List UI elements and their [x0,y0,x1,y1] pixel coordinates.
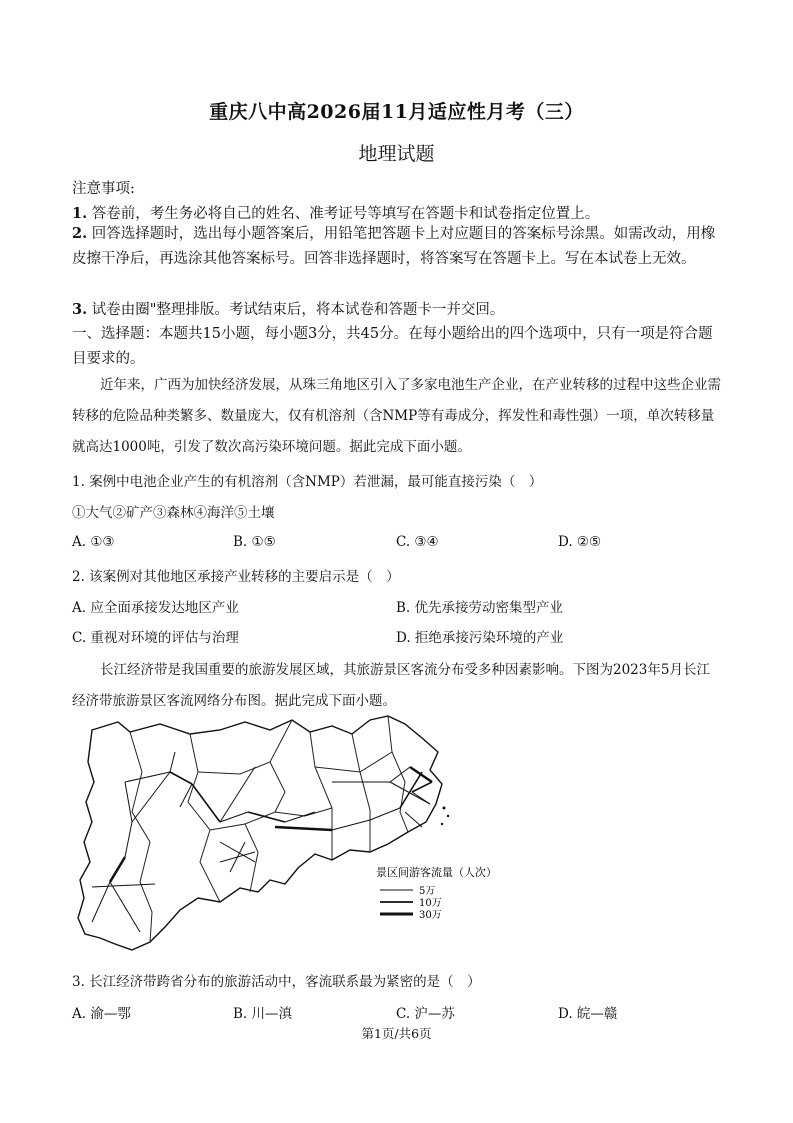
flow-network [92,752,432,932]
island [447,815,449,817]
page-footer: 第1页/共6页 [361,1026,432,1041]
province-border [130,732,152,942]
question-3-stem: 3. 长江经济带跨省分布的旅游活动中，客流联系最为紧密的是（ ） [72,974,481,990]
note-item-1 [72,202,599,223]
map-legend [376,865,497,921]
passage-1: 近年来，广西为加快经济发展，从珠三角地区引入了多家电池生产企业，在产业转移的过程中这些企业需转移的危险品种类繁多、数量庞大，仅有机溶剂（含NMP等有毒成分，挥发性和毒性强）一项，单次转移量就高达1000吨，引发了数次高污染环境问题。据此完成下面小题。 [72,377,721,455]
question-3-option-b: B. 川—滇 [233,1006,293,1022]
province-border [315,752,392,772]
note-item-3 [72,298,504,319]
question-1-option-b: B. ①⑤ [233,534,276,550]
question-1-option-d: D. ②⑤ [558,534,602,550]
tourism-flow-map [70,712,510,962]
question-1-option-a: A. ①③ [72,534,115,550]
question-3-option-d: D. 皖—赣 [558,1006,618,1022]
question-3-option-c: C. 沪—苏 [396,1006,455,1022]
province-border [270,762,285,812]
note-text: 回答选择题时，选出每小题答案后，用铅笔把答题卡上对应题目的答案标号涂黑。如需改动，用橡皮擦干净后，再选涂其他答案标号。回答非选择题时，将答案写在答题卡上。写在本试卷上无效。 [72,226,716,267]
province-border [388,716,408,832]
note-text: 答卷前，考生务必将自己的姓名、准考证号等填写在答题卡和试卷指定位置上。 [91,206,600,222]
province-border [245,824,258,892]
note-text: 试卷由圈"整理排版。考试结束后，将本试卷和答题卡一并交回。 [91,302,505,318]
province-border [352,734,370,852]
island [441,823,443,825]
legend-label: 30万 [419,910,442,921]
province-border [198,720,292,774]
province-border [188,734,220,902]
question-1-stem: 1. 案例中电池企业产生的有机溶剂（含NMP）若泄漏，最可能直接污染（ ） [72,474,543,490]
question-1-items: ①大气②矿产③森林④海洋⑤土壤 [72,505,275,521]
question-2-stem: 2. 该案例对其他地区承接产业转移的主要启示是（ ） [72,569,400,585]
question-2-option-a: A. 应全面承接发达地区产业 [72,600,239,616]
note-item-2 [72,222,722,271]
legend-label: 10万 [419,898,442,909]
legend-title: 景区间游客流量（人次） [376,866,497,879]
note-number: 3. [72,301,88,318]
question-3-option-a: A. 渝—鄂 [72,1006,131,1022]
question-2-option-b: B. 优先承接劳动密集型产业 [396,600,564,616]
island [443,807,446,810]
question-2-option-d: D. 拒绝承接污染环境的产业 [396,630,564,646]
passage-2: 长江经济带是我国重要的旅游发展区域，其旅游景区客流分布受多种因素影响。下图为2023年5月长江经济带旅游景区客流网络分布图。据此完成下面小题。 [72,662,710,709]
note-number: 1. [72,205,88,222]
question-2-option-c: C. 重视对环境的评估与治理 [72,630,239,646]
legend-label: 5万 [419,886,436,897]
page-subtitle: 地理试题 [358,143,435,165]
province-border [310,732,332,860]
section-heading: 一、选择题：本题共15小题，每小题3分，共45分。在每小题给出的四个选项中，只有一项是符合题目要求的。 [72,326,713,367]
question-1-option-c: C. ③④ [396,534,439,550]
notes-heading: 注意事项: [72,181,135,197]
page-title: 重庆八中高2026届11月适应性月考（三） [209,101,584,123]
note-number: 2. [72,225,88,242]
